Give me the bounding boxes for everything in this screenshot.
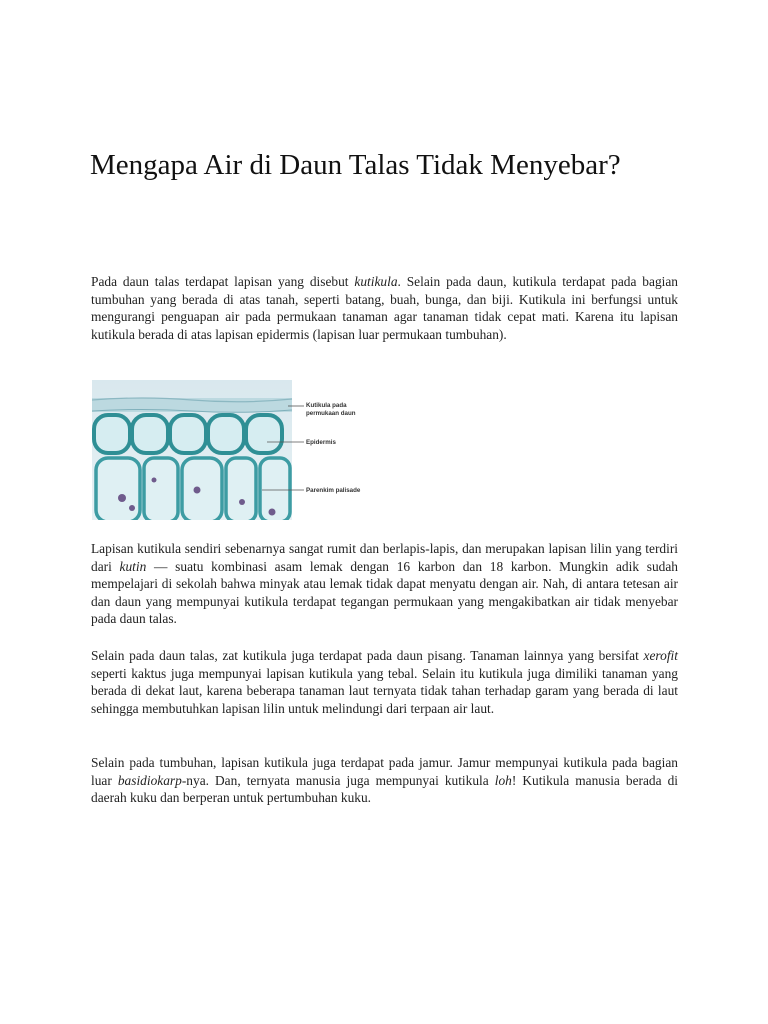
label-cuticle-line-2: permukaan daun <box>306 410 356 417</box>
p4-term-loh: loh <box>494 772 512 788</box>
paragraph-2 <box>91 540 678 628</box>
p4-text-1: Selain pada tumbuhan, lapisan kutikula juga terdapat pada jamur. Jamur mempunyai kutikula pada bagian luar <box>91 755 678 788</box>
leaf-cross-section-figure <box>92 380 372 520</box>
p4-text-2: -nya. Dan, ternyata manusia juga mempunyai kutikula <box>181 772 495 788</box>
article-title: Mengapa Air di Daun Talas Tidak Menyebar? <box>90 149 621 181</box>
label-epidermis: Epidermis <box>306 439 336 446</box>
p3-term-xerofit: xerofit <box>643 648 678 663</box>
p3-text-2: seperti kaktus juga mempunyai lapisan kutikula yang tebal. Selain itu kutikula juga dimiliki tanaman yang berada di dekat laut, karena beberapa tanaman laut ternyata tidak tahan terhadap garam yang berada di laut sehingga membutuhkan lapisan lilin untuk melindungi dari terpaan air laut. <box>91 665 678 716</box>
p2-text-2: — suatu kombinasi asam lemak dengan 16 karbon dan 18 karbon. Mungkin adik sudah mempelajari di sekolah bahwa minyak atau lemak tidak dapat menyatu dengan air. Nah, di antara tetesan air dan daun yang mempunyai kutikula terdapat tegangan permukaan yang mengakibatkan air tidak menyebar pada daun talas. <box>91 558 678 627</box>
p2-term-kutin: kutin <box>119 558 147 574</box>
paragraph-4 <box>91 754 678 807</box>
palisade-cells <box>96 458 290 520</box>
paragraph-1 <box>91 273 678 343</box>
p3-text-1: Selain pada daun talas, zat kutikula juga terdapat pada daun pisang. Tanaman lainnya yang bersifat <box>91 648 644 663</box>
p1-text-1: Pada daun talas terdapat lapisan yang disebut <box>91 274 355 289</box>
label-cuticle-line-1: Kutikula pada <box>306 402 347 409</box>
epidermis-cells <box>94 415 282 453</box>
p4-text-3: ! Kutikula manusia berada di daerah kuku dan berperan untuk pertumbuhan kuku. <box>91 772 679 806</box>
p4-term-basidiokarp: basidiokarp <box>117 772 182 788</box>
leaf-cross-section-image <box>92 380 372 520</box>
p1-term-kutikula: kutikula <box>354 274 398 289</box>
paragraph-3 <box>91 647 678 717</box>
p2-text-1: Lapisan kutikula sendiri sebenarnya sangat rumit dan berlapis-lapis, dan merupakan lapisan lilin yang terdiri dari <box>91 541 678 574</box>
label-palisade: Parenkim palisade <box>306 487 361 494</box>
p1-text-2: . Selain pada daun, kutikula terdapat pada bagian tumbuhan yang berada di atas tanah, seperti batang, buah, bunga, dan biji. Kutikula ini berfungsi untuk mengurangi penguapan air pada permukaan tanaman agar tanaman tidak cepat mati. Karena itu lapisan kutikula berada di atas lapisan epidermis (lapisan luar permukaan tumbuhan). <box>91 274 678 342</box>
